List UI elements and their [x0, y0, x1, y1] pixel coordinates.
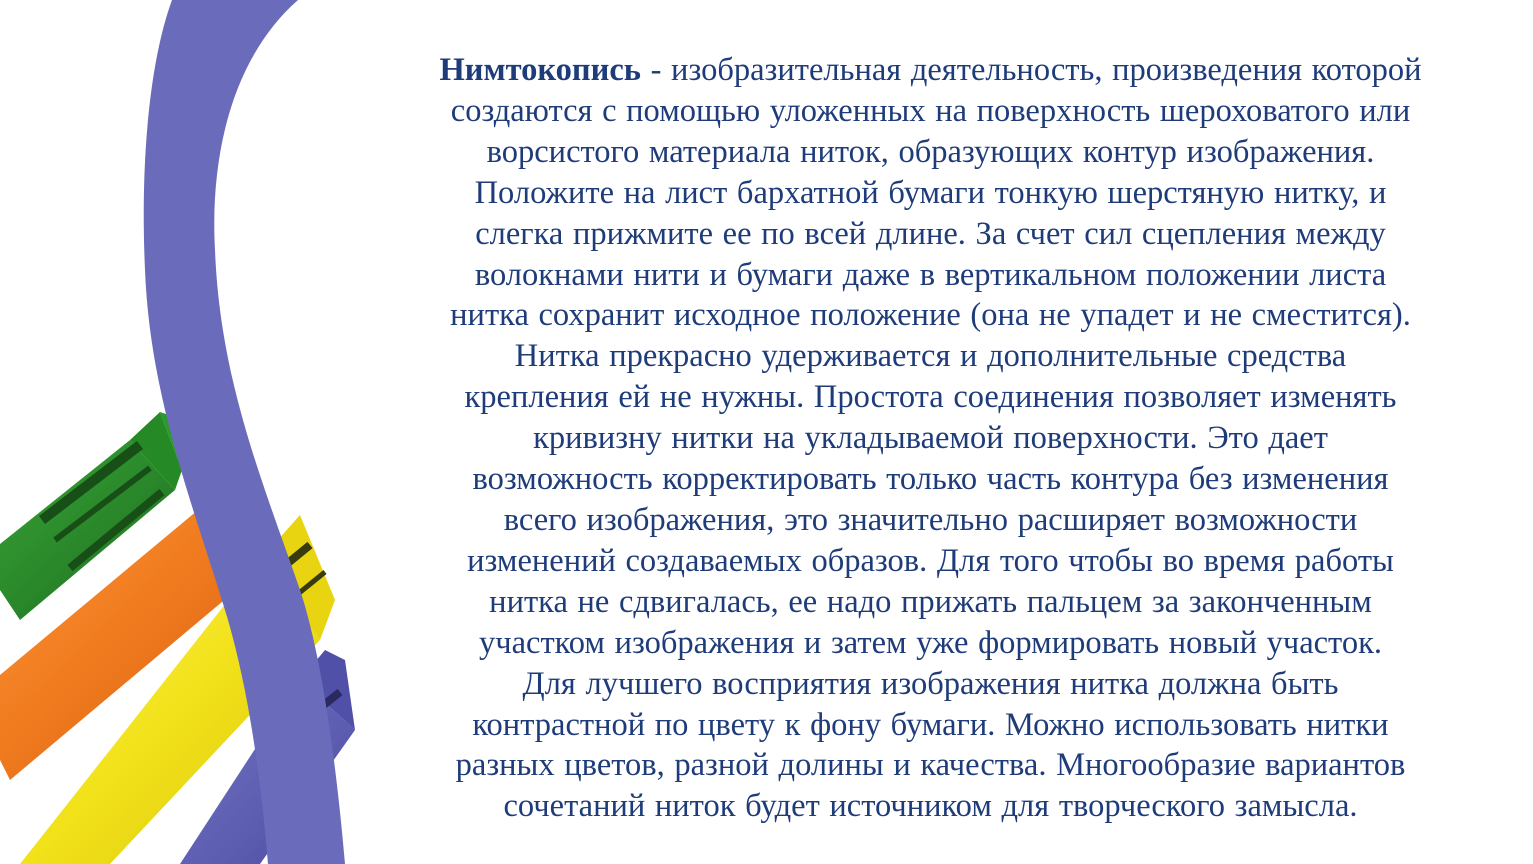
- text-line: Нитка прекрасно удерживается и дополнительные средства: [514, 338, 1347, 375]
- text-line: возможность корректировать только часть контура без изменения: [472, 461, 1389, 498]
- text-line: [368, 50, 1493, 91]
- text-line: всего изображения, это значительно расширяет возможности: [503, 501, 1358, 538]
- text-line: слегка прижмите ее по всей длине. За счет сил сцепления между: [475, 215, 1386, 252]
- text-line-part: - изобразительная деятельность, произведения которой: [640, 52, 1422, 88]
- text-line: ворсистого материала ниток, образующих контур изображения.: [486, 133, 1375, 170]
- text-line: кривизну нитки на укладываемой поверхности. Это дает: [533, 420, 1328, 457]
- text-line: Положите на лист бархатной бумаги тонкую шерстяную нитку, и: [474, 174, 1387, 211]
- text-line: сочетаний ниток будет источником для творческого замысла.: [503, 788, 1358, 825]
- text-line: разных цветов, разной долины и качества. Многообразие вариантов: [455, 747, 1406, 784]
- text-line: участком изображения и затем уже формировать новый участок.: [479, 624, 1382, 661]
- text-line: крепления ей не нужны. Простота соединения позволяет изменять: [464, 379, 1397, 416]
- text-line: контрастной по цвету к фону бумаги. Можно использовать нитки: [472, 706, 1389, 743]
- main-text: [368, 50, 1493, 827]
- term-title: Нимтокопись: [439, 52, 641, 88]
- text-line: создаются с помощью уложенных на поверхность шероховатого или: [450, 92, 1411, 129]
- text-line: нитка сохранит исходное положение (она не упадет и не сместится).: [450, 297, 1411, 334]
- text-line: нитка не сдвигалась, ее надо прижать пальцем за законченным: [489, 583, 1372, 620]
- text-line: волокнами нити и бумаги даже в вертикальном положении листа: [474, 256, 1387, 293]
- text-line: изменений создаваемых образов. Для того чтобы во время работы: [467, 542, 1394, 579]
- text-line: Для лучшего восприятия изображения нитка должна быть: [522, 665, 1339, 702]
